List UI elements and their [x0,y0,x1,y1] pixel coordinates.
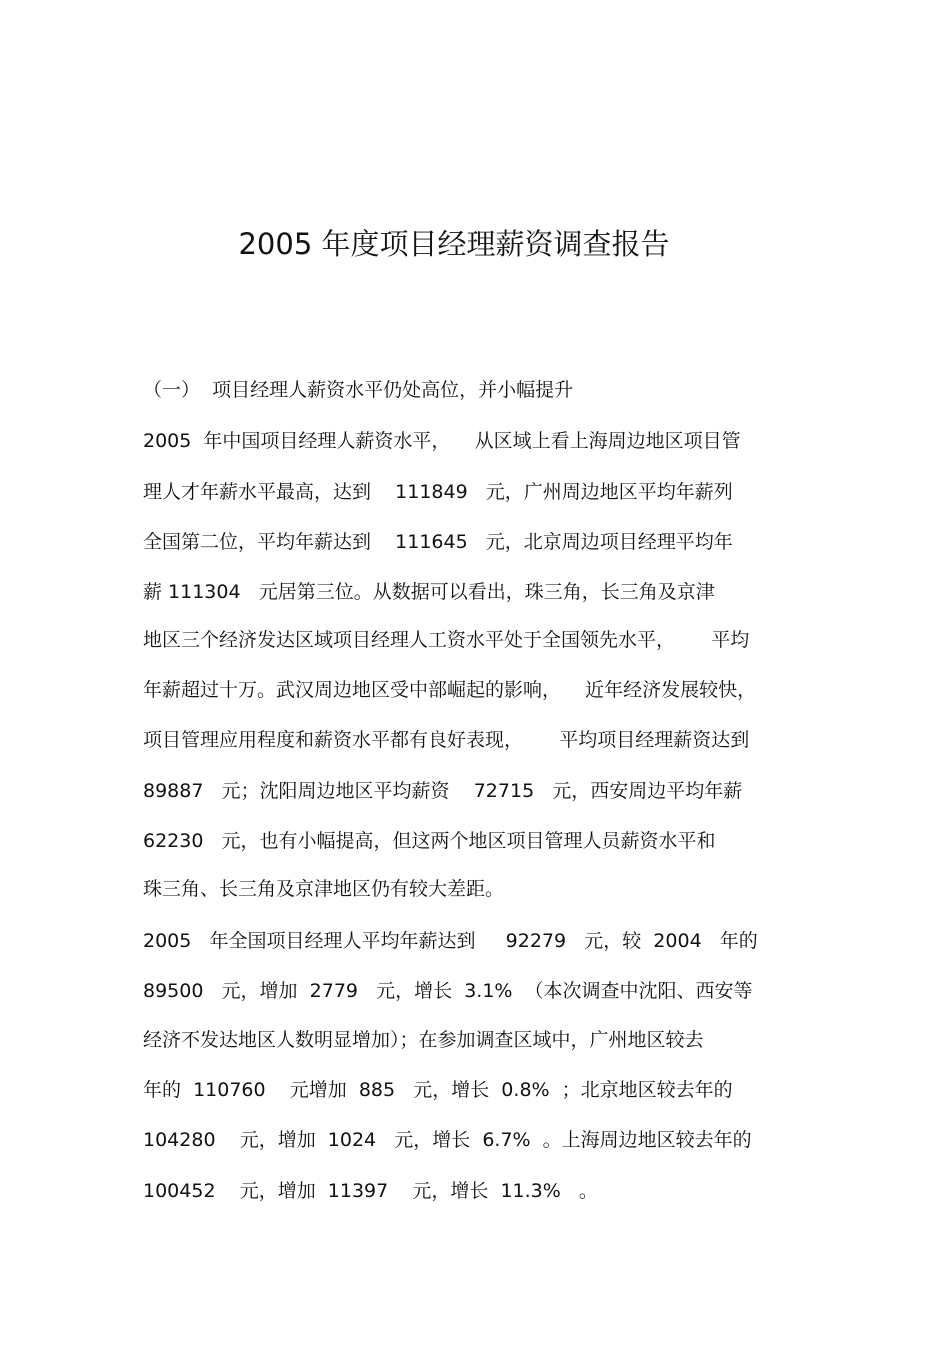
body-line: 年薪超过十万。武汉周边地区受中部崛起的影响， 近年经济发展较快， [143,679,757,701]
body-line: 经济不发达地区人数明显增加）；在参加调查区域中，广州地区较去 [143,1029,704,1051]
document-title: 2005 年度项目经理薪资调查报告 [238,227,670,261]
body-line: 珠三角、长三角及京津地区仍有较大差距。 [143,878,505,900]
body-line: 104280 元，增加 1024 元，增长 6.7% 。上海周边地区较去年的 [143,1129,752,1151]
body-line: 薪 111304 元居第三位。从数据可以看出，珠三角，长三角及京津 [143,581,715,603]
body-line: 2005 年中国项目经理人薪资水平， 从区域上看上海周边地区项目管 [143,430,741,452]
body-line: 年的 110760 元增加 885 元，增长 0.8% ；北京地区较去年的 [143,1079,733,1101]
body-line: 100452 元，增加 11397 元，增长 11.3% 。 [143,1180,598,1202]
body-line: 理人才年薪水平最高，达到 111849 元，广州周边地区平均年薪列 [143,481,733,503]
body-line: 项目管理应用程度和薪资水平都有良好表现， 平均项目经理薪资达到 [143,729,750,751]
body-line: 89500 元，增加 2779 元，增长 3.1% （本次调查中沈阳、西安等 [143,980,753,1002]
body-line: 全国第二位，平均年薪达到 111645 元，北京周边项目经理平均年 [143,531,733,553]
body-line: 62230 元，也有小幅提高，但这两个地区项目管理人员薪资水平和 [143,830,716,852]
body-line: 2005 年全国项目经理人平均年薪达到 92279 元，较 2004 年的 [143,930,758,952]
body-line: 89887 元；沈阳周边地区平均薪资 72715 元，西安周边平均年薪 [143,780,743,802]
body-line: 地区三个经济发达区域项目经理人工资水平处于全国领先水平， 平均 [143,629,750,651]
section-heading: （一） 项目经理人薪资水平仍处高位，并小幅提升 [143,379,574,401]
